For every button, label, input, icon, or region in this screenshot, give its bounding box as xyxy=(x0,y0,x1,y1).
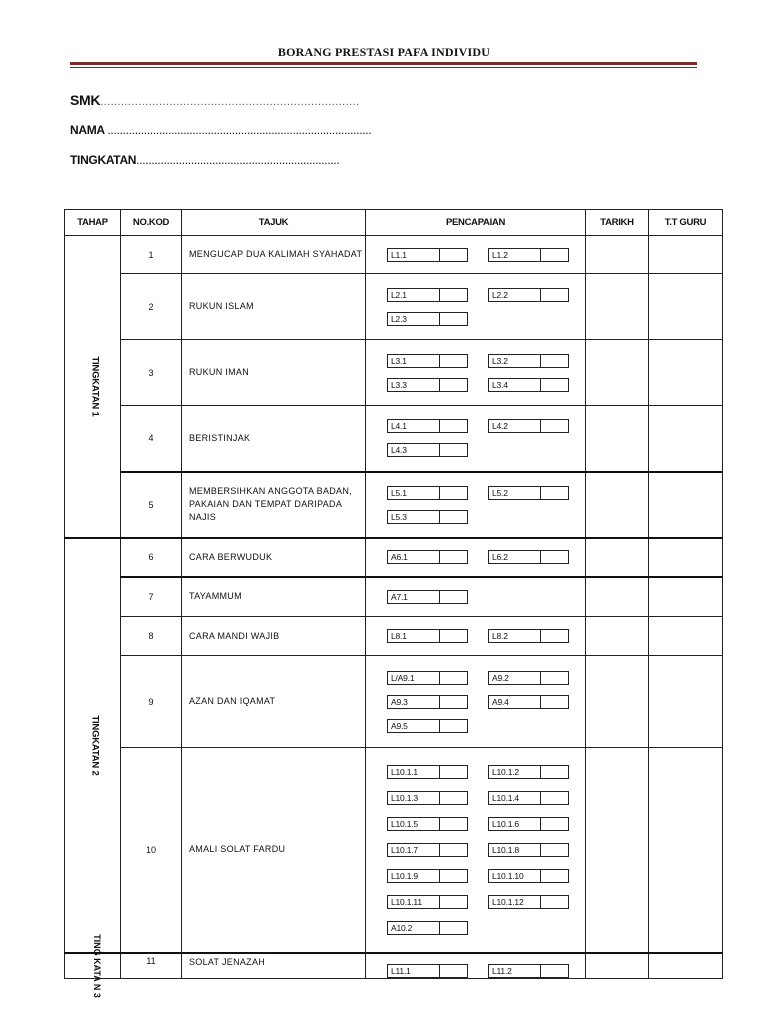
tick-cell[interactable] xyxy=(440,870,467,882)
table-row xyxy=(65,577,723,617)
tajuk-cell: AMALI SOLAT FARDU xyxy=(182,748,366,953)
achievement-box[interactable] xyxy=(387,765,468,779)
pencapaian-cell xyxy=(366,748,586,953)
smk-field[interactable] xyxy=(70,92,359,108)
pencapaian-cell xyxy=(366,656,586,748)
header-tahap: TAHAP xyxy=(65,210,121,236)
achievement-box[interactable] xyxy=(488,354,569,368)
tt-guru-cell[interactable] xyxy=(649,656,723,748)
tahap-label: TINGKATAN 2 xyxy=(89,714,101,776)
code-label: L2.3 xyxy=(388,313,440,325)
tick-cell[interactable] xyxy=(541,249,568,261)
achievement-box[interactable] xyxy=(488,671,569,685)
table-row xyxy=(65,656,723,748)
tick-cell[interactable] xyxy=(440,696,467,708)
tajuk-cell xyxy=(182,472,366,538)
achievement-box[interactable] xyxy=(387,486,468,500)
table-row xyxy=(65,617,723,656)
tahap-tingkatan-2 xyxy=(65,538,121,953)
achievement-box[interactable] xyxy=(488,765,569,779)
code-label: L5.1 xyxy=(388,487,440,499)
header-pencapaian: PENCAPAIAN xyxy=(366,210,586,236)
tick-cell[interactable] xyxy=(440,792,467,804)
tt-guru-cell[interactable] xyxy=(649,617,723,656)
achievement-box[interactable] xyxy=(387,921,468,935)
tt-guru-cell[interactable] xyxy=(649,577,723,617)
pencapaian-cell xyxy=(366,274,586,340)
code-label: L3.3 xyxy=(388,379,440,391)
tt-guru-cell[interactable] xyxy=(649,406,723,472)
achievement-box[interactable] xyxy=(387,671,468,685)
code-label: A9.4 xyxy=(489,696,541,708)
code-label: A7.1 xyxy=(388,591,440,603)
pencapaian-cell xyxy=(366,538,586,577)
tick-cell[interactable] xyxy=(541,844,568,856)
code-label: L/A9.1 xyxy=(388,672,440,684)
code-label: L3.1 xyxy=(388,355,440,367)
code-label: L10.1.10 xyxy=(489,870,541,882)
achievement-box[interactable] xyxy=(488,695,569,709)
code-label: L8.2 xyxy=(489,630,541,642)
tarikh-cell[interactable] xyxy=(586,538,649,577)
tick-cell[interactable] xyxy=(541,630,568,642)
achievement-box[interactable] xyxy=(387,843,468,857)
kod-cell: 11 xyxy=(121,953,182,979)
code-label: A9.5 xyxy=(388,720,440,732)
tick-cell[interactable] xyxy=(440,720,467,732)
achievement-box[interactable] xyxy=(488,791,569,805)
kod-cell: 5 xyxy=(121,472,182,538)
achievement-box[interactable] xyxy=(488,419,569,433)
table-row xyxy=(65,472,723,538)
tick-cell[interactable] xyxy=(440,511,467,523)
achievement-box[interactable] xyxy=(488,817,569,831)
code-label: L10.1.2 xyxy=(489,766,541,778)
code-label: A9.3 xyxy=(388,696,440,708)
tingkatan-label: TINGKATAN xyxy=(70,153,137,167)
code-label: L4.1 xyxy=(388,420,440,432)
code-label: L11.1 xyxy=(388,965,440,977)
tick-cell[interactable] xyxy=(440,487,467,499)
tick-cell[interactable] xyxy=(541,818,568,830)
tahap-tingkatan-1 xyxy=(65,236,121,538)
tick-cell[interactable] xyxy=(541,696,568,708)
tick-cell[interactable] xyxy=(541,965,568,977)
achievement-box[interactable] xyxy=(387,817,468,831)
tick-cell[interactable] xyxy=(440,313,467,325)
tick-cell[interactable] xyxy=(440,591,467,603)
kod-cell: 10 xyxy=(121,748,182,953)
title-rule-thick xyxy=(70,62,697,65)
tick-cell[interactable] xyxy=(440,818,467,830)
tick-cell[interactable] xyxy=(440,551,467,563)
tt-guru-cell[interactable] xyxy=(649,236,723,274)
tajuk-cell: CARA MANDI WAJIB xyxy=(182,617,366,656)
header-tarikh: TARIKH xyxy=(586,210,649,236)
achievement-box[interactable] xyxy=(387,510,468,524)
achievement-box[interactable] xyxy=(488,629,569,643)
nama-field[interactable] xyxy=(70,123,371,137)
table-row xyxy=(65,748,723,953)
tick-cell[interactable] xyxy=(541,672,568,684)
tt-guru-cell[interactable] xyxy=(649,953,723,979)
code-label: L10.1.11 xyxy=(388,896,440,908)
kod-cell: 7 xyxy=(121,577,182,617)
code-label: L1.1 xyxy=(388,249,440,261)
header-no-kod: NO.KOD xyxy=(121,210,182,236)
achievement-box[interactable] xyxy=(488,288,569,302)
achievement-box[interactable] xyxy=(387,312,468,326)
pencapaian-cell xyxy=(366,617,586,656)
code-label: L10.1.4 xyxy=(489,792,541,804)
tick-cell[interactable] xyxy=(440,844,467,856)
table-row xyxy=(65,538,723,577)
tajuk-cell: AZAN DAN IQAMAT xyxy=(182,656,366,748)
code-label: L10.1.12 xyxy=(489,896,541,908)
achievement-box[interactable] xyxy=(387,550,468,564)
tajuk-cell: RUKUN ISLAM xyxy=(182,274,366,340)
tarikh-cell[interactable] xyxy=(586,656,649,748)
smk-label: SMK xyxy=(70,92,101,108)
achievement-box[interactable] xyxy=(488,843,569,857)
code-label: A10.2 xyxy=(388,922,440,934)
code-label: L1.2 xyxy=(489,249,541,261)
tick-cell[interactable] xyxy=(440,379,467,391)
achievement-table xyxy=(64,209,723,998)
code-label: L2.1 xyxy=(388,289,440,301)
tt-guru-cell[interactable] xyxy=(649,274,723,340)
tt-guru-cell[interactable] xyxy=(649,340,723,406)
tarikh-cell[interactable] xyxy=(586,953,649,979)
title-rule-thin xyxy=(70,67,697,68)
tingkatan-dots: ................................................................... xyxy=(136,153,340,167)
tick-cell[interactable] xyxy=(440,355,467,367)
code-label: L3.2 xyxy=(489,355,541,367)
tick-cell[interactable] xyxy=(541,487,568,499)
tick-cell[interactable] xyxy=(440,249,467,261)
tt-guru-cell[interactable] xyxy=(649,472,723,538)
pencapaian-cell xyxy=(366,953,586,979)
header-tajuk: TAJUK xyxy=(182,210,366,236)
code-label: L10.1.7 xyxy=(388,844,440,856)
code-label: L10.1.1 xyxy=(388,766,440,778)
kod-cell: 9 xyxy=(121,656,182,748)
pencapaian-cell xyxy=(366,406,586,472)
tick-cell[interactable] xyxy=(440,630,467,642)
tick-cell[interactable] xyxy=(541,766,568,778)
code-label: A9.2 xyxy=(489,672,541,684)
header-tt-guru: T.T GURU xyxy=(649,210,723,236)
tick-cell[interactable] xyxy=(440,922,467,934)
kod-cell: 1 xyxy=(121,236,182,274)
code-label: L8.1 xyxy=(388,630,440,642)
tingkatan-field[interactable] xyxy=(70,153,339,167)
achievement-box[interactable] xyxy=(488,486,569,500)
kod-cell: 3 xyxy=(121,340,182,406)
achievement-box[interactable] xyxy=(387,590,468,604)
code-label: L2.2 xyxy=(489,289,541,301)
achievement-box[interactable] xyxy=(387,895,468,909)
tt-guru-cell[interactable] xyxy=(649,538,723,577)
code-label: L3.4 xyxy=(489,379,541,391)
achievement-box[interactable] xyxy=(387,629,468,643)
tick-cell[interactable] xyxy=(541,289,568,301)
achievement-box[interactable] xyxy=(387,791,468,805)
pencapaian-cell xyxy=(366,472,586,538)
tick-cell[interactable] xyxy=(541,379,568,391)
achievement-box[interactable] xyxy=(387,354,468,368)
achievement-box[interactable] xyxy=(387,248,468,262)
table-row xyxy=(65,953,723,979)
tarikh-cell[interactable] xyxy=(586,472,649,538)
code-label: L4.2 xyxy=(489,420,541,432)
achievement-box[interactable] xyxy=(387,719,468,733)
achievement-box[interactable] xyxy=(488,869,569,883)
tajuk-line: MEMBERSIHKAN ANGGOTA BADAN, xyxy=(189,486,352,496)
tick-cell[interactable] xyxy=(541,420,568,432)
tahap-tingkatan-3 xyxy=(65,933,121,998)
kod-cell: 2 xyxy=(121,274,182,340)
achievement-box[interactable] xyxy=(488,248,569,262)
tajuk-cell: BERISTINJAK xyxy=(182,406,366,472)
achievement-box[interactable] xyxy=(488,964,569,978)
tick-cell[interactable] xyxy=(440,444,467,456)
code-label: L6.2 xyxy=(489,551,541,563)
tick-cell[interactable] xyxy=(440,289,467,301)
code-label: A6.1 xyxy=(388,551,440,563)
code-label: L5.2 xyxy=(489,487,541,499)
tahap-label: TINGKATAN 1 xyxy=(89,356,101,417)
kod-cell: 8 xyxy=(121,617,182,656)
tajuk-cell: MENGUCAP DUA KALIMAH SYAHADAT xyxy=(182,236,366,274)
tarikh-cell[interactable] xyxy=(586,577,649,617)
smk-dots: ........................................................................... xyxy=(100,96,360,108)
achievement-box[interactable] xyxy=(387,695,468,709)
achievement-box[interactable] xyxy=(488,550,569,564)
code-label: L4.3 xyxy=(388,444,440,456)
achievement-box[interactable] xyxy=(387,288,468,302)
achievement-box[interactable] xyxy=(488,895,569,909)
tajuk-line: PAKAIAN DAN TEMPAT DARIPADA NAJIS xyxy=(189,499,342,522)
tick-cell[interactable] xyxy=(440,896,467,908)
achievement-box[interactable] xyxy=(387,419,468,433)
achievement-box[interactable] xyxy=(387,964,468,978)
pencapaian-cell xyxy=(366,340,586,406)
tick-cell[interactable] xyxy=(541,870,568,882)
code-label: L10.1.3 xyxy=(388,792,440,804)
tarikh-cell[interactable] xyxy=(586,748,649,953)
code-label: L10.1.9 xyxy=(388,870,440,882)
tick-cell[interactable] xyxy=(541,792,568,804)
tajuk-cell: CARA BERWUDUK xyxy=(182,538,366,577)
achievement-box[interactable] xyxy=(387,443,468,457)
tahap-label: TING KATA N 3 xyxy=(91,933,102,998)
tick-cell[interactable] xyxy=(541,551,568,563)
tarikh-cell[interactable] xyxy=(586,236,649,274)
tick-cell[interactable] xyxy=(541,355,568,367)
code-label: L5.3 xyxy=(388,511,440,523)
tarikh-cell[interactable] xyxy=(586,406,649,472)
tick-cell[interactable] xyxy=(440,672,467,684)
table-row xyxy=(65,340,723,406)
tick-cell[interactable] xyxy=(541,896,568,908)
code-label: L10.1.5 xyxy=(388,818,440,830)
code-label: L10.1.8 xyxy=(489,844,541,856)
tajuk-cell: RUKUN IMAN xyxy=(182,340,366,406)
tt-guru-cell[interactable] xyxy=(649,748,723,953)
achievement-box[interactable] xyxy=(488,378,569,392)
code-label: L10.1.6 xyxy=(489,818,541,830)
tajuk-cell: SOLAT JENAZAH xyxy=(182,953,366,979)
tarikh-cell[interactable] xyxy=(586,340,649,406)
tarikh-cell[interactable] xyxy=(586,274,649,340)
pencapaian-cell xyxy=(366,577,586,617)
kod-cell: 4 xyxy=(121,406,182,472)
code-label: L11.2 xyxy=(489,965,541,977)
tick-cell[interactable] xyxy=(440,766,467,778)
tarikh-cell[interactable] xyxy=(586,617,649,656)
achievement-box[interactable] xyxy=(387,378,468,392)
table-row xyxy=(65,236,723,274)
nama-label: NAMA xyxy=(70,123,108,137)
kod-cell: 6 xyxy=(121,538,182,577)
tick-cell[interactable] xyxy=(440,965,467,977)
table-header-row xyxy=(65,210,723,236)
pencapaian-cell xyxy=(366,236,586,274)
tajuk-cell: TAYAMMUM xyxy=(182,577,366,617)
tick-cell[interactable] xyxy=(440,420,467,432)
nama-dots: ....................................................................................... xyxy=(107,123,372,137)
form-title: BORANG PRESTASI PAFA INDIVIDU xyxy=(277,45,491,59)
table-row xyxy=(65,406,723,472)
achievement-box[interactable] xyxy=(387,869,468,883)
table-row xyxy=(65,274,723,340)
